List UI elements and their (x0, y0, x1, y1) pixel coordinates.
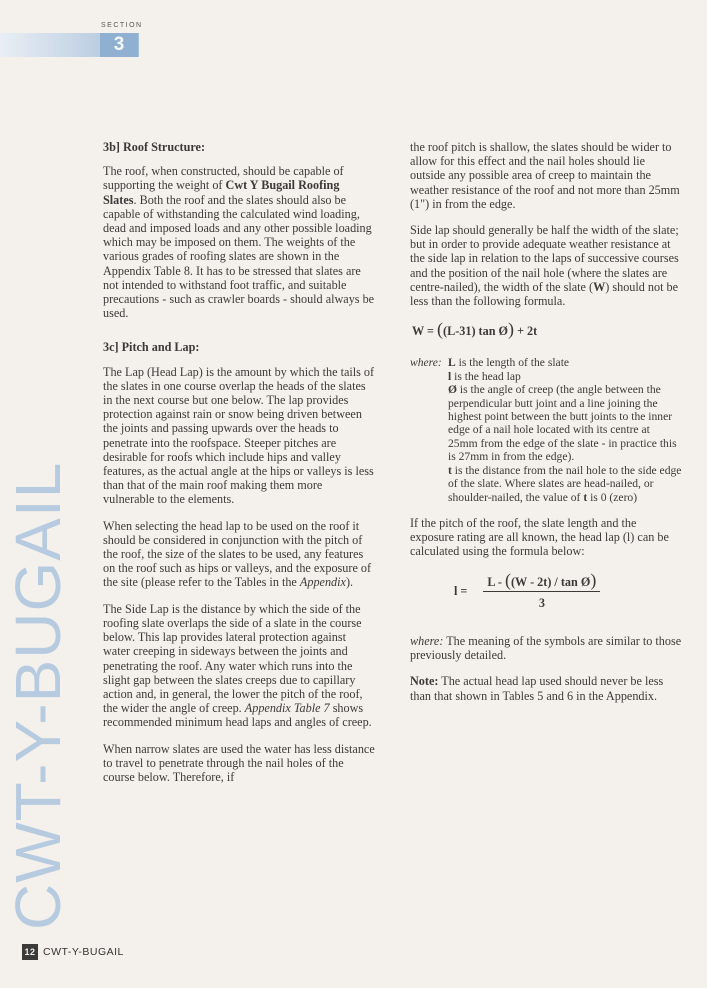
roof-structure-heading: 3b] Roof Structure: (103, 140, 205, 154)
section-label: SECTION (101, 22, 143, 29)
left-column (103, 140, 375, 796)
roof-structure-paragraph: The roof, when constructed, should be capable of supporting the weight of Cwt Y Bugail Roofing Slates. Both the roof and the slates should also be capable of withstanding the calculated wind loading, dead and imposed loads and any other possible loading which may be imposed on them. The weights of the various grades of roofing slates are shown in the Appendix Table 8. It has to be stressed that slates are not intended to withstand foot traffic, and suitable precautions - such as crawler boards - should always be used. (103, 164, 375, 321)
head-lap-paragraph: The Lap (Head Lap) is the amount by which the tails of the slates in one course overlap the heads of the slates in the next course but one below. The lap provides protection against rain or snow being driven between the joints and passing upwards over the heads to penetrate into the roofspace. Steeper pitches are desirable for roofs which include hips and valley features, as the actual angle at the hips or valleys is less than that of the main roof making them more vulnerable to the elements. (103, 364, 375, 507)
note-paragraph: Note: The actual head lap used should never be less than that shown in Tables 5 and 6 in the Appendix. (410, 674, 664, 703)
side-title: CWT-Y-BUGAIL (2, 461, 74, 930)
section-number: 3 (100, 33, 138, 57)
head-lap-calc-paragraph: If the pitch of the roof, the slate length and the exposure rating are all known, the head lap (l) can be calculated using the formula below: (410, 515, 669, 559)
side-lap-paragraph: The Side Lap is the distance by which the side of the roofing slate overlaps the side of a slate in the course below. This lap provides lateral protection against water creeping in sideways between the joints and penetrating the roof. Any water which runs into the slight gap between the slates creeps due to capillary action and, in general, the lower the pitch of the roof, the wider the angle of creep. Appendix Table 7 shows recommended minimum head laps and angles of creep. (103, 601, 372, 730)
narrow-slates-paragraph: When narrow slates are used the water has less distance to travel to penetrate through the nail holes of the course below. Therefore, if (103, 741, 375, 784)
pitch-lap-heading: 3c] Pitch and Lap: (103, 340, 200, 355)
side-lap-width-paragraph: Side lap should generally be half the width of the slate; but in order to provide adequate weather resistance at the side lap in relation to the laps of successive courses and the position of the nail hole (where the slates are centre-nailed), the width of the slate (W) should not be less than the following formula. (410, 223, 679, 309)
page-number: 12 (22, 944, 38, 960)
head-lap-selection-paragraph: When selecting the head lap to be used on the roof it should be considered in conjunction with the pitch of the roof, the size of the slates to be used, any features on the roof such as hips or valleys, and the exposure of the site (please refer to the Tables in the Appendix). (103, 518, 372, 590)
symbol-definitions: where: L is the length of the slate l is the head lap Ø is the angle of creep (the angle between the perpendicular butt joint and a line joining the highest point between the butt joints to the inner edge of a nail hole located with its centre at 25mm from the edge of the slate - in practice this is 27mm in from the edge). t is the distance from the nail hole to the side edge of the slate. Where slates are head-nailed, or shoulder-nailed, the value of t is 0 (zero) (410, 356, 682, 504)
head-lap-formula: l = $\frac{\text{L - ((W - 2t) / tan Ø)}}{3}$ (454, 573, 682, 610)
footer-brand: CWT-Y-BUGAIL (43, 946, 124, 958)
slate-width-formula: W = ((L-31) tan Ø) + 2t (412, 319, 538, 340)
right-column (410, 140, 682, 715)
symbols-note: where: The meaning of the symbols are similar to those previously detailed. (410, 633, 682, 663)
page-footer (22, 944, 124, 960)
roof-pitch-paragraph: the roof pitch is shallow, the slates should be wider to allow for this effect and the nail holes should lie outside any possible area of creep to maintain the weather resistance of the roof and not more than 25mm (1") in from the edge. (410, 140, 680, 211)
